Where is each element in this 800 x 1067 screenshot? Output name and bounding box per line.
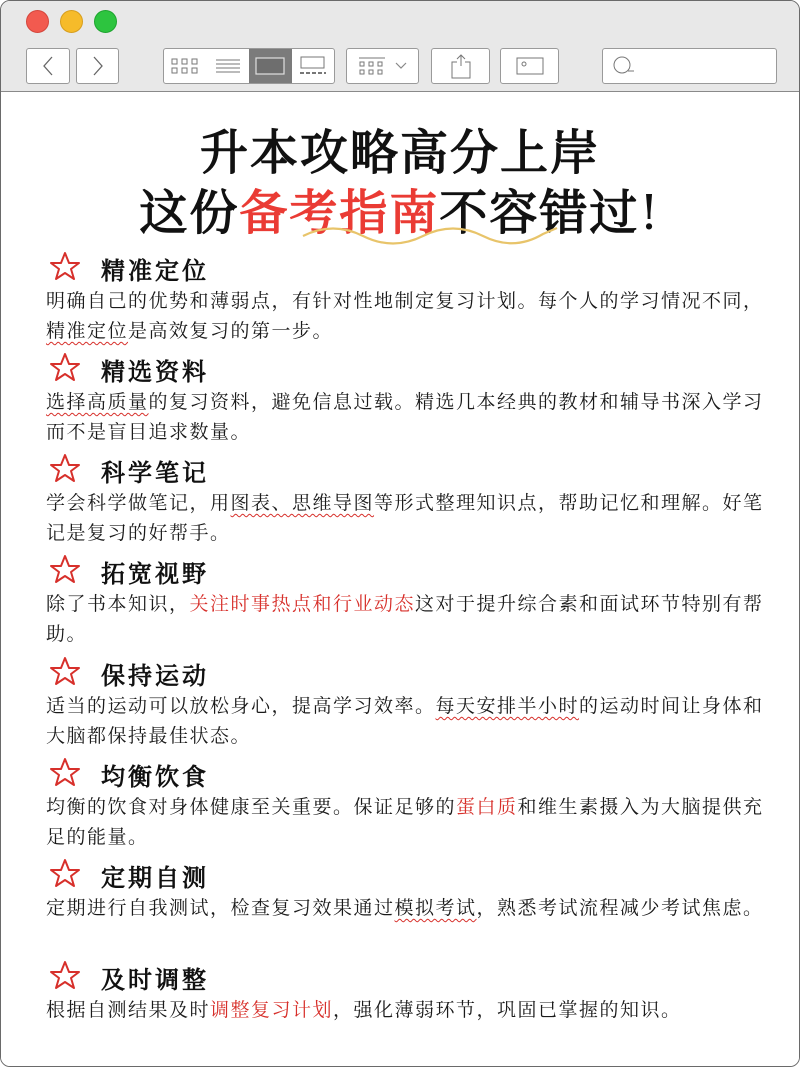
group-by-icon — [358, 56, 386, 76]
body-text: 均衡的饮食对身体健康至关重要。保证足够的 — [46, 796, 457, 818]
body-text: 明确自己的优势和薄弱点，有针对性地制定复习计划。每个人的学习情况不同， — [46, 290, 764, 312]
close-window-button[interactable] — [26, 10, 49, 33]
list-view-button[interactable] — [207, 49, 250, 83]
tip-heading — [49, 250, 209, 286]
window-toolbar — [1, 1, 799, 92]
list-icon — [215, 58, 241, 74]
wavy-underlined-text: 每天安排半小时 — [435, 695, 580, 717]
squiggle-decoration — [301, 224, 561, 246]
wavy-underlined-text: 图表、思维导图 — [230, 492, 375, 514]
tag-button[interactable] — [500, 48, 559, 84]
chevron-right-icon — [91, 55, 105, 77]
tip-title: 科学笔记 — [101, 457, 209, 487]
tag-icon — [515, 56, 545, 76]
tip-heading — [49, 553, 209, 589]
poster-title-line1: 升本攻略高分上岸 — [199, 125, 600, 181]
body-text: 等形式整理知识点，帮助记忆和理解。好笔记是复习的好帮手。 — [46, 492, 764, 544]
share-icon — [450, 52, 472, 80]
body-text: 的复习资料，避免信息过载。精选几本经典的教材和辅导书深入学习而不是盲目追求数量。 — [46, 391, 764, 443]
wavy-underlined-text: 精准定位 — [46, 320, 129, 342]
tip-heading — [49, 351, 209, 387]
body-text: 根据自测结果及时 — [46, 999, 211, 1021]
tip-title: 保持运动 — [101, 660, 209, 690]
body-text: ，强化薄弱环节，巩固已掌握的知识。 — [333, 999, 682, 1021]
forward-button[interactable] — [76, 48, 119, 84]
wavy-underlined-text: 选择高质量 — [46, 391, 149, 413]
minimize-window-button[interactable] — [60, 10, 83, 33]
body-text: ，熟悉考试流程减少考试焦虑。 — [476, 897, 764, 919]
wavy-underlined-text: 模拟考试 — [394, 897, 477, 919]
star-icon — [49, 452, 81, 488]
page-icon — [255, 57, 285, 75]
tip-body — [46, 995, 771, 1025]
tip-body — [46, 387, 771, 447]
view-mode-segmented-control — [163, 48, 335, 84]
highlighted-text: 调整复习计划 — [210, 999, 334, 1021]
chevron-down-icon — [394, 61, 408, 71]
tip-title: 定期自测 — [101, 862, 209, 892]
tip-title: 精选资料 — [101, 356, 209, 386]
single-page-view-button[interactable] — [249, 49, 292, 83]
body-text: 适当的运动可以放松身心，提高学习效率。 — [46, 695, 436, 717]
body-text: 是高效复习的第一步。 — [128, 320, 334, 342]
back-button[interactable] — [26, 48, 70, 84]
body-text: 和维生素摄入为大脑提供充足的能量。 — [46, 796, 764, 848]
grid-icon — [170, 57, 200, 75]
body-text: 除了书本知识， — [46, 593, 190, 615]
star-icon — [49, 553, 81, 589]
chevron-left-icon — [41, 55, 55, 77]
tip-heading — [49, 959, 209, 995]
title-suffix: 不容错过 — [439, 185, 640, 241]
tip-title: 均衡饮食 — [101, 761, 209, 791]
group-by-dropdown[interactable] — [346, 48, 419, 84]
title-prefix: 这份 — [139, 185, 240, 241]
tip-heading — [49, 857, 209, 893]
star-icon — [49, 756, 81, 792]
star-icon — [49, 959, 81, 995]
tip-title: 精准定位 — [101, 255, 209, 285]
star-icon — [49, 857, 81, 893]
search-icon — [611, 53, 637, 79]
body-text: 定期进行自我测试，检查复习效果通过 — [46, 897, 395, 919]
share-button[interactable] — [431, 48, 490, 84]
title-exclaim: ! — [639, 185, 661, 241]
highlighted-text: 蛋白质 — [456, 796, 518, 818]
filmstrip-icon — [299, 56, 327, 76]
tip-heading — [49, 756, 209, 792]
document-page — [1, 92, 799, 1066]
tip-title: 及时调整 — [101, 964, 209, 994]
icon-grid-view-button[interactable] — [164, 49, 207, 83]
maximize-window-button[interactable] — [94, 10, 117, 33]
star-icon — [49, 351, 81, 387]
tip-title: 拓宽视野 — [101, 558, 209, 588]
tip-heading — [49, 655, 209, 691]
highlighted-text: 关注时事热点和行业动态 — [189, 593, 416, 615]
star-icon — [49, 250, 81, 286]
tip-body — [46, 691, 771, 751]
tip-heading — [49, 452, 209, 488]
body-text: 学会科学做笔记，用 — [46, 492, 231, 514]
star-icon — [49, 655, 81, 691]
filmstrip-view-button[interactable] — [292, 49, 335, 83]
search-input[interactable] — [637, 55, 771, 79]
body-text: 的运动时间让身体和大脑都保持最佳状态。 — [46, 695, 764, 747]
tip-body — [46, 893, 771, 923]
title-highlight: 备考指南 — [239, 185, 440, 241]
search-field[interactable] — [602, 48, 777, 84]
body-text: 这对于提升综合素和面试环节特别有帮助。 — [46, 593, 764, 645]
tip-body — [46, 589, 771, 649]
tip-body — [46, 792, 771, 852]
tip-body — [46, 488, 771, 548]
tip-body — [46, 286, 771, 346]
